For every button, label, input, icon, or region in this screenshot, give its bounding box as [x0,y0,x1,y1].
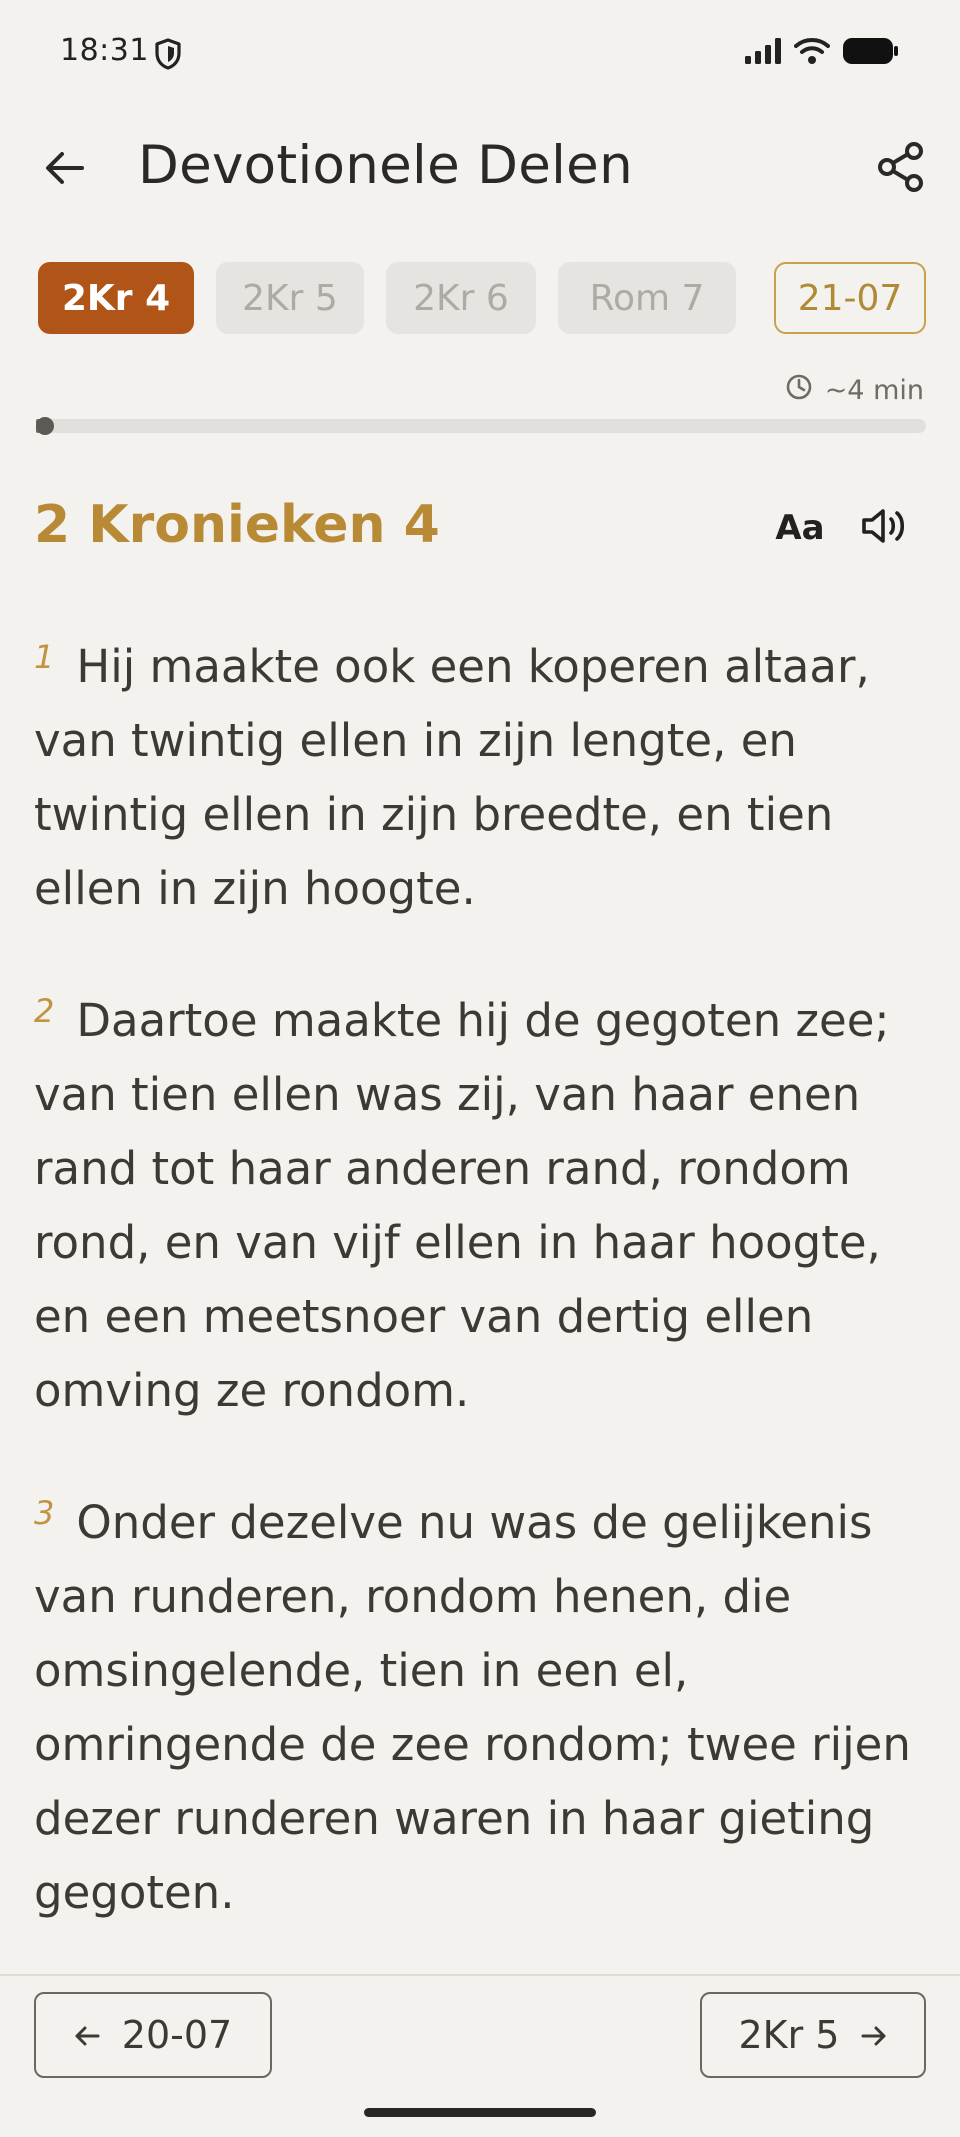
verse-number: 1 [34,638,55,676]
home-indicator[interactable] [364,2108,596,2117]
next-chapter-label: 2Kr 5 [738,2013,840,2057]
reading-progress-bar [36,419,926,433]
back-button[interactable] [30,140,100,200]
arrow-left-icon [45,150,85,190]
chip-2kr-6[interactable]: 2Kr 6 [386,262,536,334]
signal-icon [744,37,782,69]
chip-rom-7[interactable]: Rom 7 [558,262,736,334]
status-time: 18:31 [60,33,149,68]
reading-time [785,373,924,407]
previous-day-label: 20-07 [121,2013,233,2057]
next-chapter-button[interactable] [700,1992,926,2078]
share-button[interactable] [868,136,934,202]
chapter-title: 2 Kronieken 4 [34,495,440,555]
wifi-icon [794,37,830,69]
page-title: Devotionele Delen [138,135,633,196]
status-bar [0,0,960,104]
verse-text: Daartoe maakte hij de gegoten zee; van tien ellen was zij, van haar enen rand tot haar anderen rand, rondom rond, en van vijf ellen in haar hoogte, en een meetsnoer van dertig ellen omving ze rondom. [34,994,890,1417]
previous-day-button[interactable] [34,1992,272,2078]
battery-icon [842,36,900,70]
verse-text: Onder dezelve nu was de gelijkenis van runderen, rondom henen, die omsingelende, tien in een el, omringende de zee rondom; twee rijen dezer runderen waren in haar gieting gegoten. [34,1496,911,1919]
clock-icon [785,373,813,408]
shield-icon [153,37,183,71]
verse-text: Hij maakte ook een koperen altaar, van twintig ellen in zijn lengte, en twintig ellen in zijn breedte, en tien ellen in zijn hoogte. [34,640,870,915]
share-icon [877,142,925,196]
verse-3 [0,1476,960,1930]
reading-time-label: ~4 min [824,374,924,406]
chapter-content [0,620,960,1975]
audio-button[interactable] [856,498,916,558]
date-chip[interactable]: 21-07 [774,262,926,334]
arrow-right-icon [861,2013,887,2057]
app-bar [0,120,960,216]
verse-1 [0,620,960,926]
verse-number: 2 [34,992,55,1030]
reading-progress-thumb [36,417,54,435]
verse-2 [0,974,960,1428]
chip-2kr-5[interactable]: 2Kr 5 [216,262,364,334]
arrow-left-icon [74,2013,100,2057]
bottom-divider [0,1974,960,1976]
font-size-label: Aa [775,508,825,548]
status-icons [744,36,900,70]
speaker-icon [861,506,911,550]
verse-number: 3 [34,1494,55,1532]
chip-2kr-4[interactable]: 2Kr 4 [38,262,194,334]
chapter-chips [38,262,926,336]
font-size-button[interactable] [770,500,830,556]
